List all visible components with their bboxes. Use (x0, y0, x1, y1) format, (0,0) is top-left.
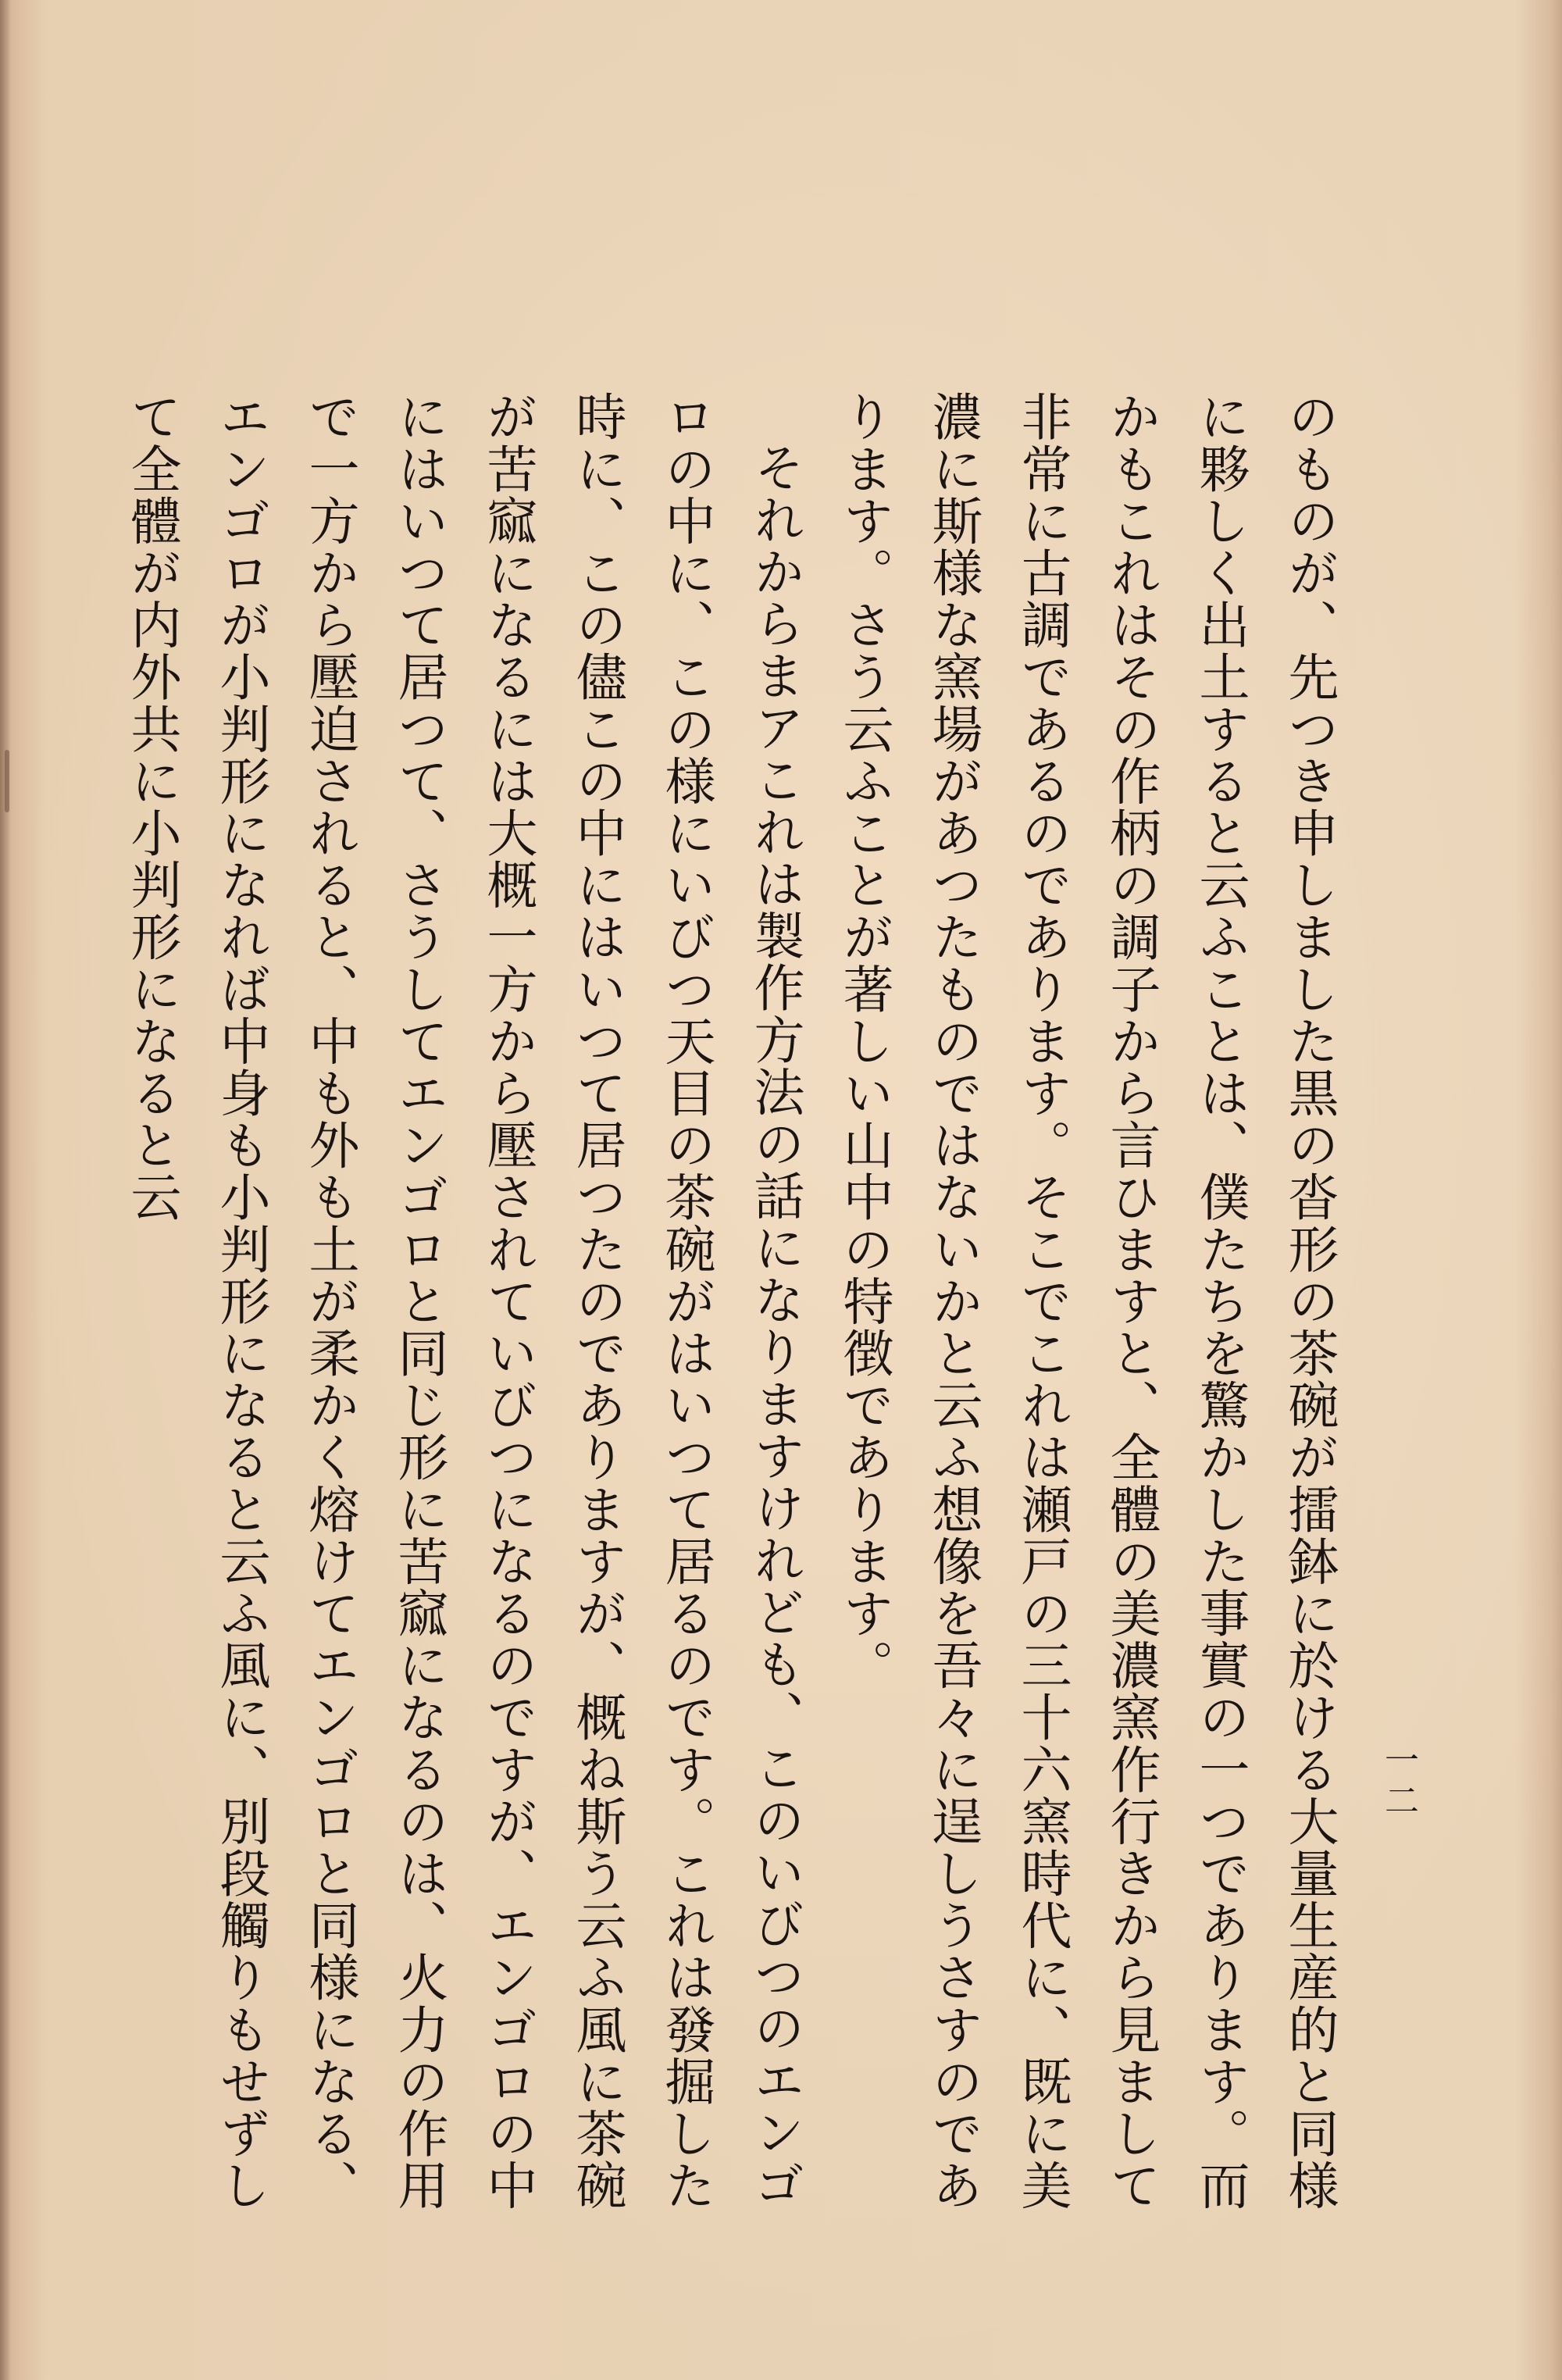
paragraph-1: のものが、先つき申しました黒の沓形の茶碗が擂鉢に於ける大量生産的と同様に夥しく出土すると云ふことは、僕たちを驚かした事實の一つであります。而かもこれはその作柄の調子から言ひますと、全體の美濃窯作行きから見まして非常に古調であるのであります。そこでこれは瀬戸の三十六窯時代に、既に美濃に斯様な窯場があつたものではないかと云ふ想像を吾々に逞しうさすのであります。さう云ふことが著しい山中の特徴であります。 (834, 391, 1338, 2211)
spine-shadow (0, 0, 11, 2380)
page-edge-mark (5, 750, 9, 812)
page-number: 一二 (1378, 1742, 1418, 1823)
paragraph-2: それからまアこれは製作方法の話になりますけれども、このいびつのエンゴロの中に、この様にいびつ天目の茶碗がはいつて居るのです。これは發掘した時に、この儘この中にはいつて居つたのでありますが、概ね斯う云ふ風に茶碗が苦窳になるには大概一方から壓されていびつになるのですが、エンゴロの中にはいつて居つて、さうしてエンゴロと同じ形に苦窳になるのは、火力の作用で一方から壓迫されると、中も外も土が柔かく熔けてエンゴロと同様になる、エンゴロが小判形になれば中身も小判形になると云ふ風に、別段觸りもせずして全體が内外共に小判形になると云 (122, 391, 804, 2211)
vertical-text-body (122, 391, 1353, 2250)
